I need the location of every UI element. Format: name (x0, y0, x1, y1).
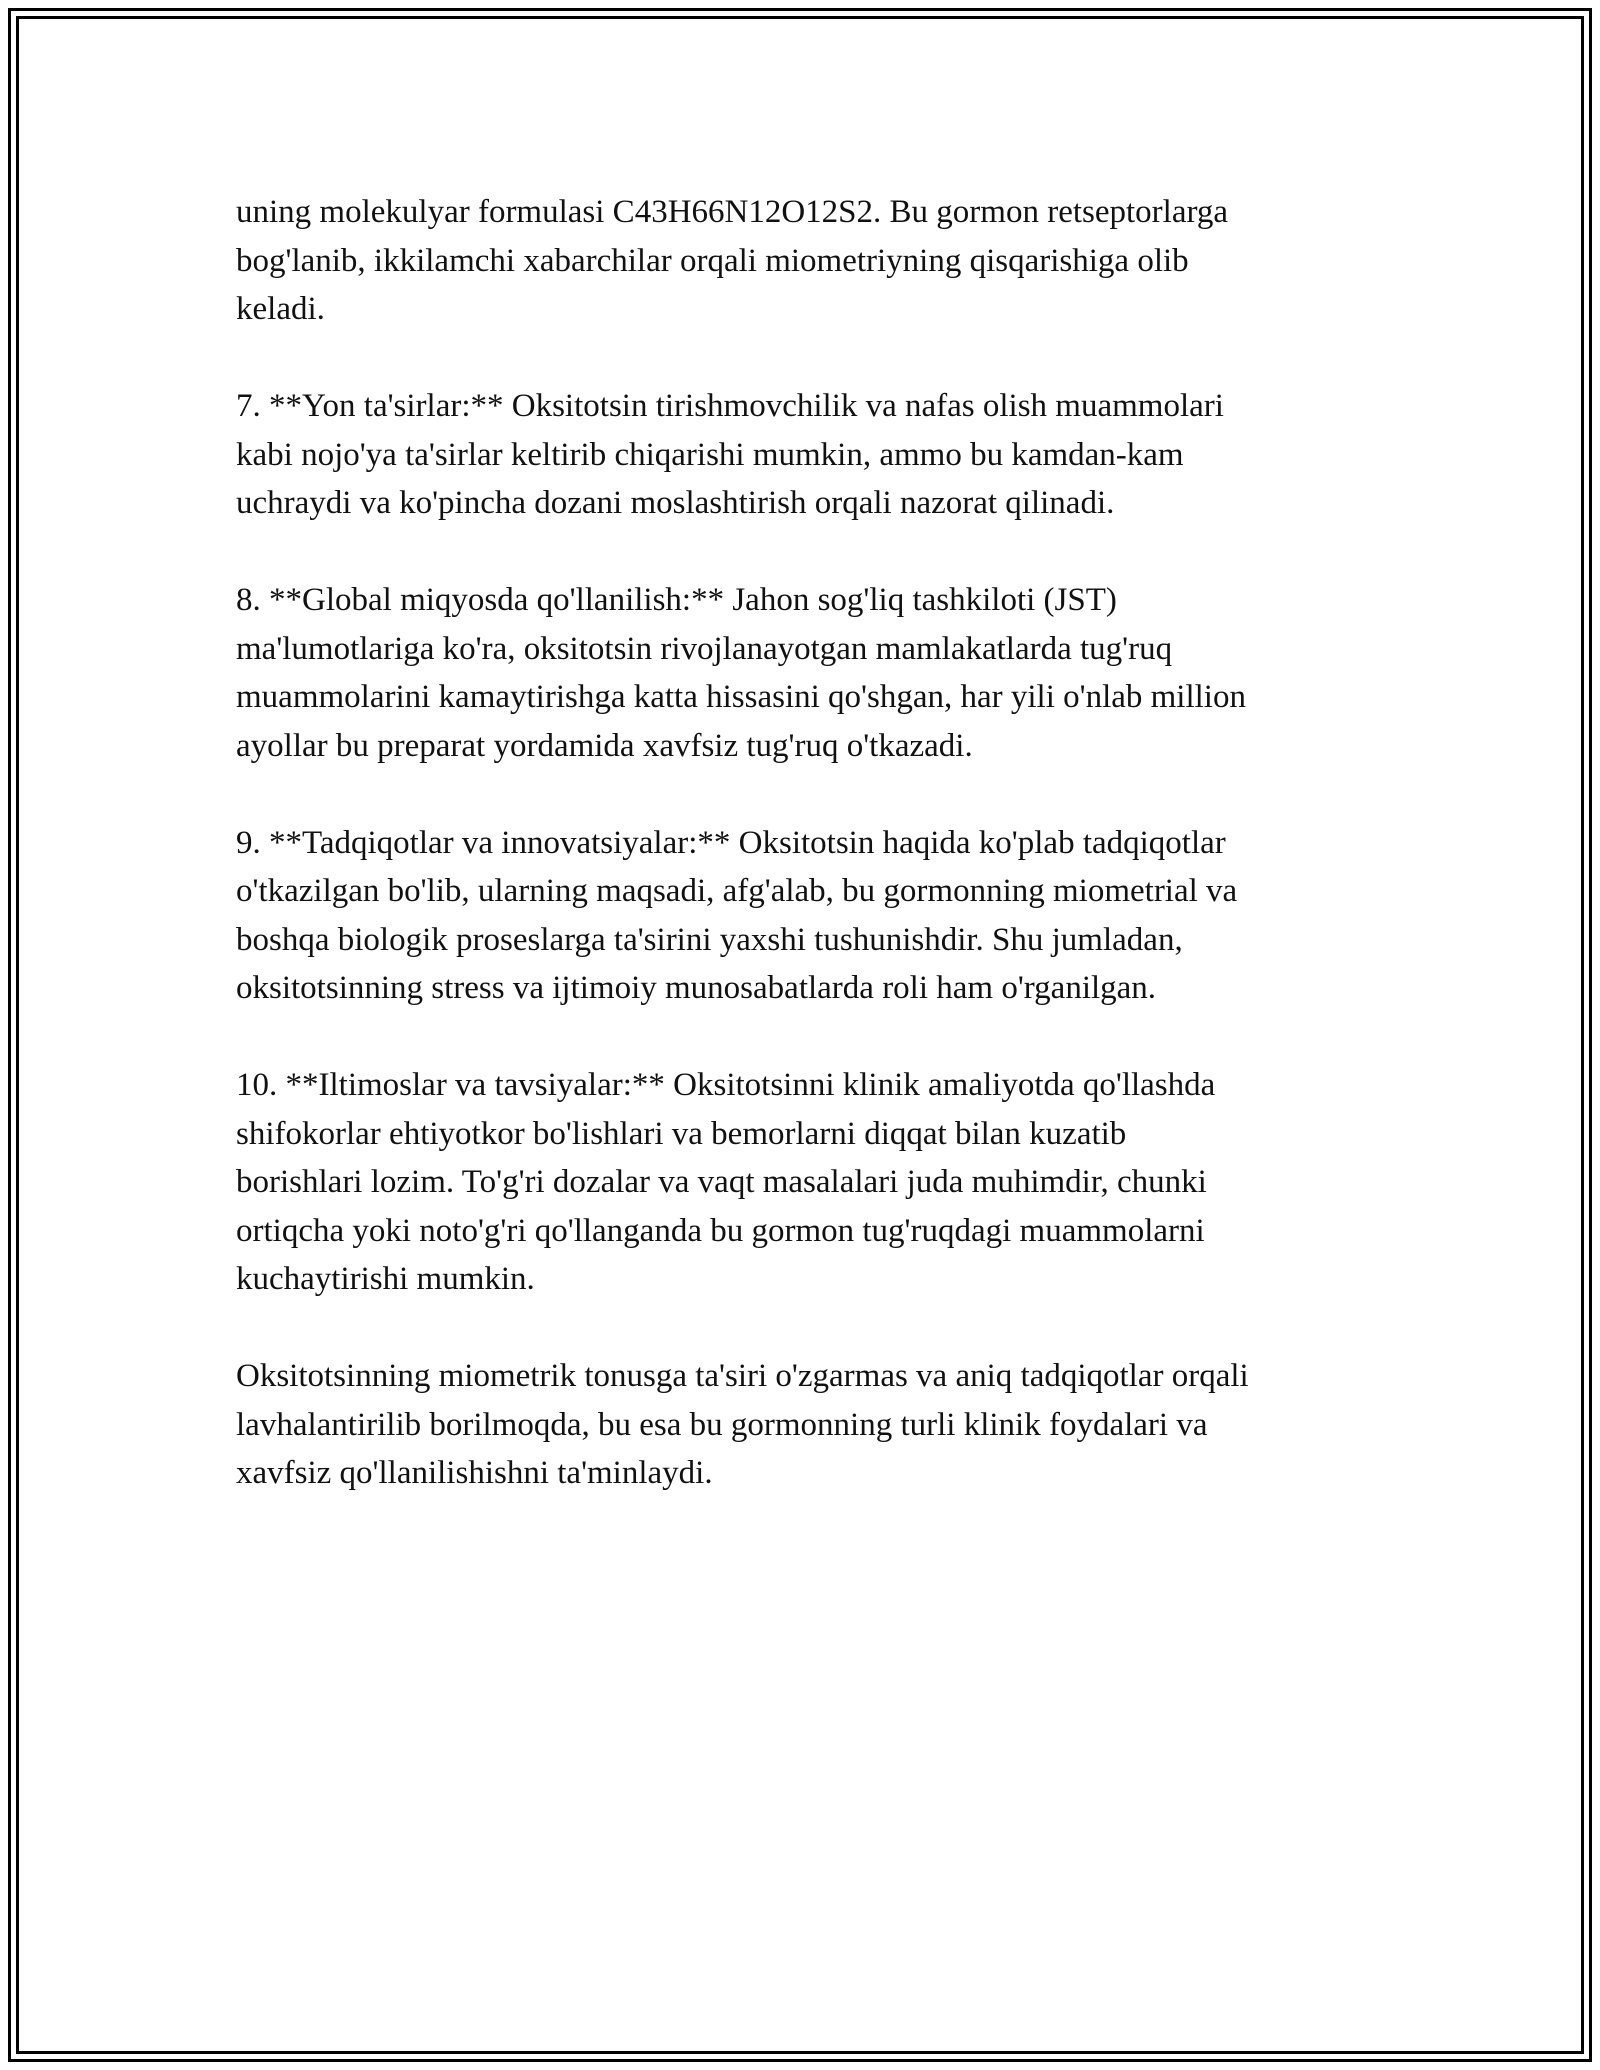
text-line: keladi. (236, 291, 325, 327)
text-line: 10. **Iltimoslar va tavsiyalar:** Oksitotsinni klinik amaliyotda qo'llashda (236, 1067, 1216, 1103)
text-line: ma'lumotlariga ko'ra, oksitotsin rivojlanayotgan mamlakatlarda tug'ruq (236, 630, 1173, 667)
text-line: oksitotsinning stress va ijtimoiy munosabatlarda roli ham o'rganilgan. (236, 970, 1157, 1006)
paragraph-recommendations (236, 1061, 1376, 1304)
paragraph-side-effects (236, 382, 1376, 528)
text-line: borishlari lozim. To'g'ri dozalar va vaqt masalalari juda muhimdir, chunki (236, 1164, 1207, 1200)
text-line: Oksitotsinning miometrik tonusga ta'siri o'zgarmas va aniq tadqiqotlar orqali (236, 1358, 1249, 1394)
text-line: xavfsiz qo'llanilishishni ta'minlaydi. (236, 1455, 713, 1491)
document-body (236, 188, 1376, 1546)
text-line: uchraydi va ko'pincha dozani moslashtirish orqali nazorat qilinadi. (236, 485, 1115, 521)
text-line: lavhalantirilib borilmoqda, bu esa bu gormonning turli klinik foydalari va (236, 1406, 1208, 1443)
text-line: kabi nojo'ya ta'sirlar keltirib chiqarishi mumkin, ammo bu kamdan-kam (236, 436, 1184, 473)
paragraph-molecular-formula (236, 188, 1376, 334)
text-line: ayollar bu preparat yordamida xavfsiz tug'ruq o'tkazadi. (236, 727, 973, 764)
text-line: uning molekulyar formulasi C43H66N12O12S2. Bu gormon retseptorlarga (236, 194, 1229, 230)
text-line: o'tkazilgan bo'lib, ularning maqsadi, afg'alab, bu gormonning miometrial va (236, 873, 1238, 909)
text-line: kuchaytirishi mumkin. (236, 1261, 535, 1297)
paragraph-research (236, 819, 1376, 1013)
text-line: shifokorlar ehtiyotkor bo'lishlari va bemorlarni diqqat bilan kuzatib (236, 1115, 1127, 1152)
text-line: muammolarini kamaytirishga katta hissasini qo'shgan, har yili o'nlab million (236, 679, 1246, 715)
text-line: boshqa biologik proseslarga ta'sirini yaxshi tushunishdir. Shu jumladan, (236, 921, 1183, 958)
paragraph-conclusion (236, 1352, 1376, 1498)
text-line: ortiqcha yoki noto'g'ri qo'llanganda bu gormon tug'ruqdagi muammolarni (236, 1212, 1205, 1249)
paragraph-global-use (236, 576, 1376, 770)
text-line: 7. **Yon ta'sirlar:** Oksitotsin tirishmovchilik va nafas olish muammolari (236, 388, 1224, 424)
text-line: 8. **Global miqyosda qo'llanilish:** Jahon sog'liq tashkiloti (JST) (236, 582, 1117, 618)
text-line: 9. **Tadqiqotlar va innovatsiyalar:** Oksitotsin haqida ko'plab tadqiqotlar (236, 824, 1226, 861)
text-line: bog'lanib, ikkilamchi xabarchilar orqali miometriyning qisqarishiga olib (236, 242, 1189, 279)
